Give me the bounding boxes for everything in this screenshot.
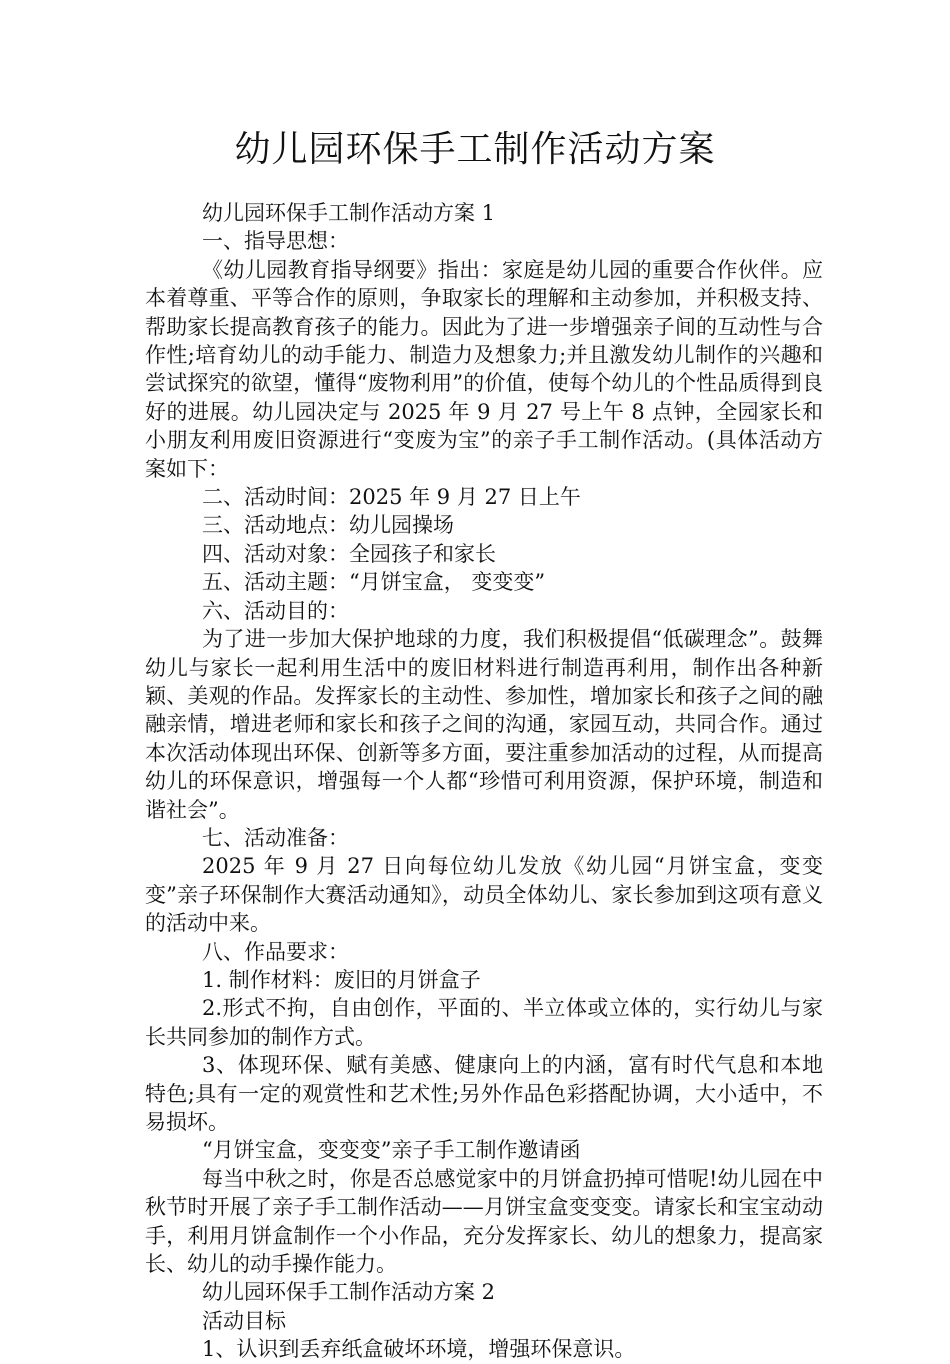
document-title: 幼儿园环保手工制作活动方案: [234, 129, 716, 170]
item-activity-theme: 五、活动主题：“月饼宝盒， 变变变”: [202, 570, 546, 595]
paragraph-activity-preparation: 2025 年 9 月 27 日向每位幼儿发放《幼儿园“月饼宝盒，变变变”亲子环保制作大赛活动通知》，动员全体幼儿、家长参加到这项有意义的活动中来。: [145, 854, 823, 936]
paragraph-guiding-ideology: 《幼儿园教育指导纲要》指出：家庭是幼儿园的重要合作伙伴。应本着尊重、平等合作的原则，争取家长的理解和主动参加，并积极支持、帮助家长提高教育孩子的能力。因此为了进一步增强亲子间的互动性与合作性;培育幼儿的动手能力、制造力及想象力;并且激发幼儿制作的兴趣和尝试探究的欲望，懂得“废物利用”的价值，使每个幼儿的个性品质得到良好的进展。幼儿园决定与 2025 年 9 月 27 号上午 8 点钟，全园家长和小朋友利用废旧资源进行“变废为宝”的亲子手工制作活动。(具体活动方案如下：: [145, 257, 823, 481]
paragraph-invitation: 每当中秋之时，你是否总感觉家中的月饼盒扔掉可惜呢!幼儿园在中秋节时开展了亲子手工制作活动——月饼宝盒变变变。请家长和宝宝动动手，利用月饼盒制作一个小作品，充分发挥家长、幼儿的想象力，提高家长、幼儿的动手操作能力。: [145, 1166, 823, 1277]
heading-invitation: “月饼宝盒，变变变”亲子手工制作邀请函: [202, 1138, 581, 1163]
document-body: [145, 199, 823, 1364]
requirement-item-3: 3、体现环保、赋有美感、健康向上的内涵，富有时代气息和本地特色;具有一定的观赏性和艺术性;另外作品色彩搭配协调，大小适中，不易损坏。: [145, 1053, 823, 1134]
section-heading-plan-2: 幼儿园环保手工制作活动方案 2: [202, 1280, 496, 1305]
heading-activity-purpose: 六、活动目的：: [202, 598, 349, 623]
section-heading-plan-1: 幼儿园环保手工制作活动方案 1: [202, 201, 496, 225]
heading-work-requirements: 八、作品要求：: [202, 939, 349, 964]
item-activity-location: 三、活动地点：幼儿园操场: [202, 513, 454, 538]
item-activity-time: 二、活动时间：2025 年 9 月 27 日上午: [202, 485, 581, 510]
heading-activity-goals: 活动目标: [202, 1308, 286, 1333]
item-activity-participants: 四、活动对象：全园孩子和家长: [202, 541, 496, 566]
heading-activity-preparation: 七、活动准备：: [202, 825, 349, 850]
paragraph-activity-purpose: 为了进一步加大保护地球的力度，我们积极提倡“低碳理念”。鼓舞幼儿与家长一起利用生活中的废旧材料进行制造再利用，制作出各种新颖、美观的作品。发挥家长的主动性、参加性，增加家长和孩子之间的融融亲情，增进老师和家长和孩子之间的沟通，家园互动，共同合作。通过本次活动体现出环保、创新等多方面，要注重参加活动的过程，从而提高幼儿的环保意识，增强每一个人都“珍惜可利用资源，保护环境，制造和谐社会”。: [145, 627, 823, 822]
heading-guiding-ideology: 一、指导思想：: [202, 229, 349, 254]
requirement-item-1: 1. 制作材料：废旧的月饼盒子: [202, 967, 481, 992]
goal-item-1: 1、认识到丢弃纸盒破坏环境，增强环保意识。: [202, 1337, 636, 1362]
requirement-item-2: 2.形式不拘，自由创作，平面的、半立体或立体的，实行幼儿与家长共同参加的制作方式。: [145, 996, 823, 1049]
